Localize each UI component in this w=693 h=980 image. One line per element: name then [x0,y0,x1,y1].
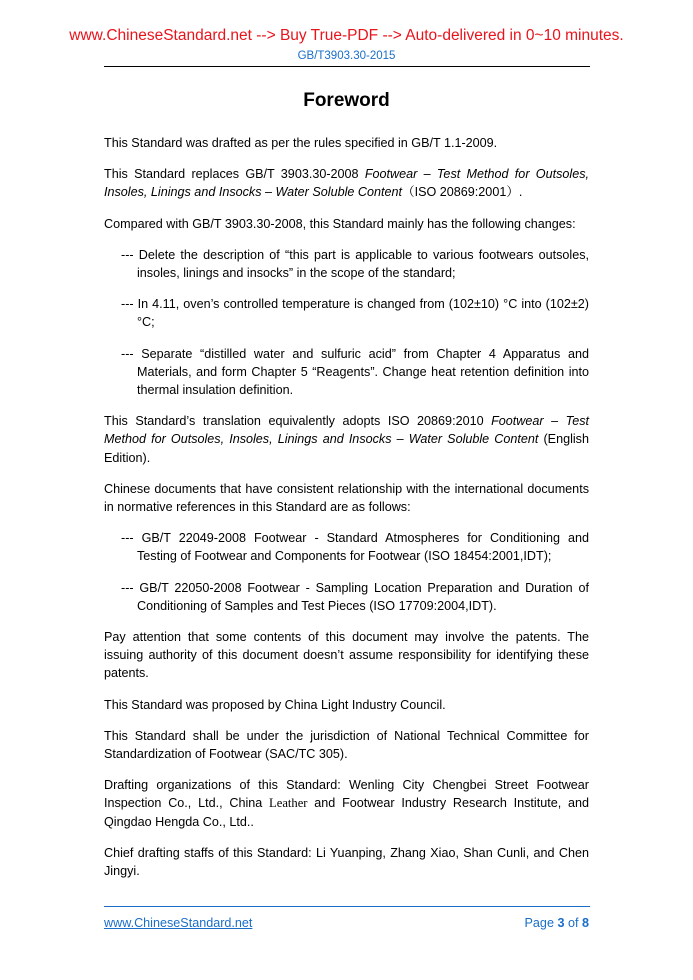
document-number: GB/T3903.30-2015 [297,50,396,62]
paragraph-drafting-orgs [104,776,589,831]
paragraph-patents: Pay attention that some contents of this document may involve the patents. The issuing authority of this document doesn’t assume responsibility for identifying these patents. [104,630,589,681]
paragraph-changes-intro: Compared with GB/T 3903.30-2008, this Standard mainly has the following changes: [104,216,576,231]
text-run: and Footwear Industry Research Institute, and Qingdao Hengda Co., Ltd.. [104,796,589,829]
paragraph-drafting-staff: Chief drafting staffs of this Standard: Li Yuanping, Zhang Xiao, Shan Cunli, and Chen Jingyi. [104,845,589,879]
reference-item: --- GB/T 22049-2008 Footwear - Standard Atmospheres for Conditioning and Testing of Footwear and Components for Footwear (ISO 18454:2001,IDT); [121,531,589,564]
footer-website-link[interactable]: www.ChineseStandard.net [104,916,253,930]
footer-divider [104,906,590,907]
reference-item: --- GB/T 22050-2008 Footwear - Sampling Location Preparation and Duration of Conditioning of Samples and Test Pieces (ISO 17709:2004,IDT). [121,580,589,613]
italic-title: Footwear – Test Method for Outsoles, Insoles, Linings and Insocks – Water Soluble Content [104,414,589,447]
italic-title: Footwear – Test Method for Outsoles, Insoles, Linings and Insocks – Water Soluble Content [104,167,589,200]
paragraph-drafting-rules: This Standard was drafted as per the rules specified in GB/T 1.1-2009. [104,136,498,150]
page-current: 3 [557,916,565,930]
change-item: --- Separate “distilled water and sulfuric acid” from Chapter 4 Apparatus and Materials, and form Chapter 5 “Reagents”. Change heat retention definition into thermal insulation definition. [121,346,589,398]
paragraph-references-intro: Chinese documents that have consistent relationship with the international documents in normative references in this Standard are as follows: [104,481,589,515]
change-item: --- Delete the description of “this part is applicable to various footwears outsoles, insoles, linings and insocks” in the scope of the standard; [121,247,589,281]
paragraph-replaces [104,165,589,201]
text-run: This Standard’s translation equivalently adopts ISO 20869:2010 [104,414,492,429]
text-run: Page [524,916,558,930]
text-run: of [564,916,582,930]
header-divider [104,66,590,67]
text-run: （ISO 20869:2001）. [402,185,523,200]
foreword-body [104,134,589,893]
change-item: --- In 4.11, oven’s controlled temperature is changed from (102±10) °C into (102±2) °C; [121,297,589,330]
text-run: This Standard replaces GB/T 3903.30-2008 [104,167,365,182]
text-run: (English Edition). [104,432,589,465]
text-run: Drafting organizations of this Standard: Wenling City Chengbei Street Footwear Inspection Co., Ltd., China [104,778,589,811]
paragraph-jurisdiction: This Standard shall be under the jurisdiction of National Technical Committee for Standardization of Footwear (SAC/TC 305). [104,728,589,762]
page-indicator [525,916,589,930]
paragraph-adoption [104,412,589,467]
text-run: Leather [269,796,308,811]
page-total: 8 [581,916,589,930]
promo-banner[interactable]: www.ChineseStandard.net --> Buy True-PDF --> Auto-delivered in 0~10 minutes. [69,27,624,44]
paragraph-proposed-by: This Standard was proposed by China Light Industry Council. [104,697,446,712]
page-title: Foreword [303,90,390,111]
